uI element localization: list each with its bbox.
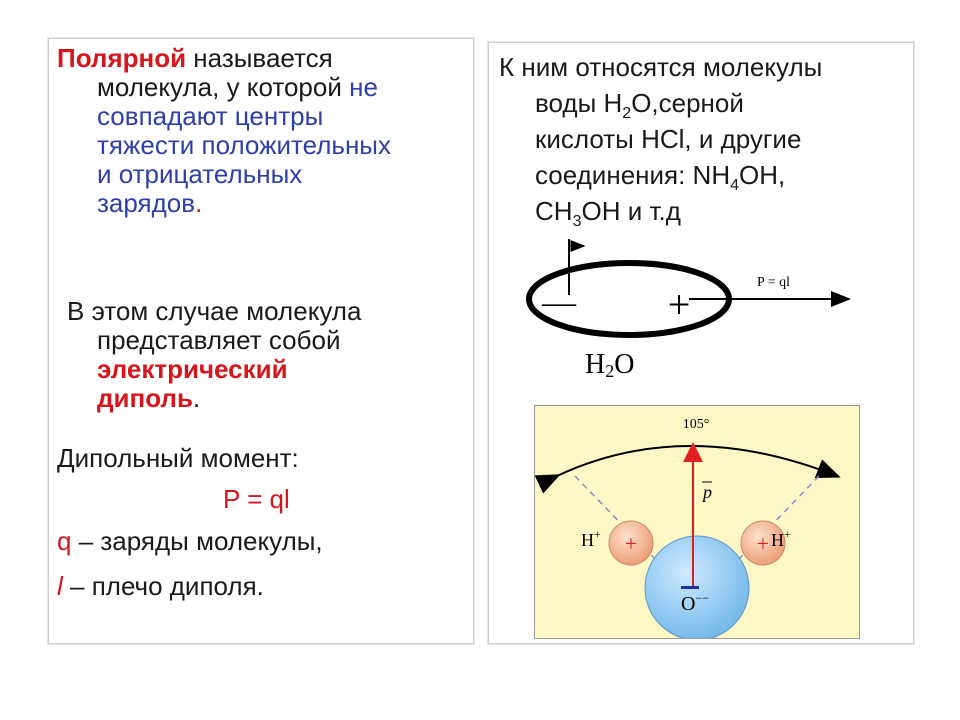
l-symbol: l [57,571,63,601]
sulfuric-text: O,серной [631,88,744,118]
dipole-term-line [97,384,200,413]
definition-line-3: совпадают центры [97,101,324,131]
case-line-1: В этом случае молекула [67,296,362,326]
angle-label: 105° [682,417,710,432]
definition-line-1 [57,44,333,73]
oxygen-minus-bar [681,586,699,589]
water-text: воды H [535,88,623,118]
methanol-end: OH и т.д [581,196,681,226]
water-subscript: 2 [622,105,632,122]
ammonia-subscript: 4 [730,177,740,194]
l-description: – плечо диполя. [62,571,264,601]
negative-pole: — [542,284,576,321]
q-definition [57,527,323,556]
hydrogen-right-plus: + [756,531,770,556]
case-line-2: представляет собой [97,325,341,355]
left-text-panel [48,38,474,644]
examples-line-3: кислоты HCl, и другие [535,124,802,154]
definition-line-6-text: зарядов [97,188,196,218]
dipole-formula: P = ql [223,484,290,514]
definition-dot: . [195,188,203,218]
ammonia-text: соединения: NH [535,160,731,190]
q-description: – заряды молекулы, [71,526,323,556]
definition-rest: называется [186,43,333,73]
dipole-term-2: диполь [97,383,193,413]
dipole-moment-label: P = ql [757,275,791,290]
methanol-text: CH [535,196,573,226]
molecule-formula: H2O [585,349,635,381]
l-definition [57,572,264,601]
q-symbol: q [57,526,72,556]
oxygen-label: O−− [681,591,709,615]
dipole-vector-label: p [703,482,712,502]
hydrogen-left-label: H+ [581,527,601,550]
angle-arc [557,446,837,476]
definition-line-4: тяжести положительных [97,130,391,160]
hydrogen-right-label: H+ [771,527,791,550]
hydrogen-left-plus: + [624,531,638,556]
moment-label: Дипольный момент: [57,443,299,473]
dipole-term-1: электрический [97,354,288,384]
ammonia-end: OH, [739,160,786,190]
positive-pole: + [667,282,691,327]
water-molecule-svg [535,406,859,638]
methanol-subscript: 3 [572,213,582,230]
definition-line-6 [97,189,202,218]
water-molecule-figure [534,405,860,639]
definition-line-2 [97,73,378,102]
definition-line-5: и отрицательных [97,159,303,189]
definition-ne: не [341,72,378,102]
case-dot: . [192,383,201,413]
examples-line-1: К ним относятся молекулы [499,52,823,82]
right-text-panel [488,42,914,644]
definition-line-2-text: молекула, у которой [97,72,342,102]
polar-term: Полярной [57,43,187,73]
